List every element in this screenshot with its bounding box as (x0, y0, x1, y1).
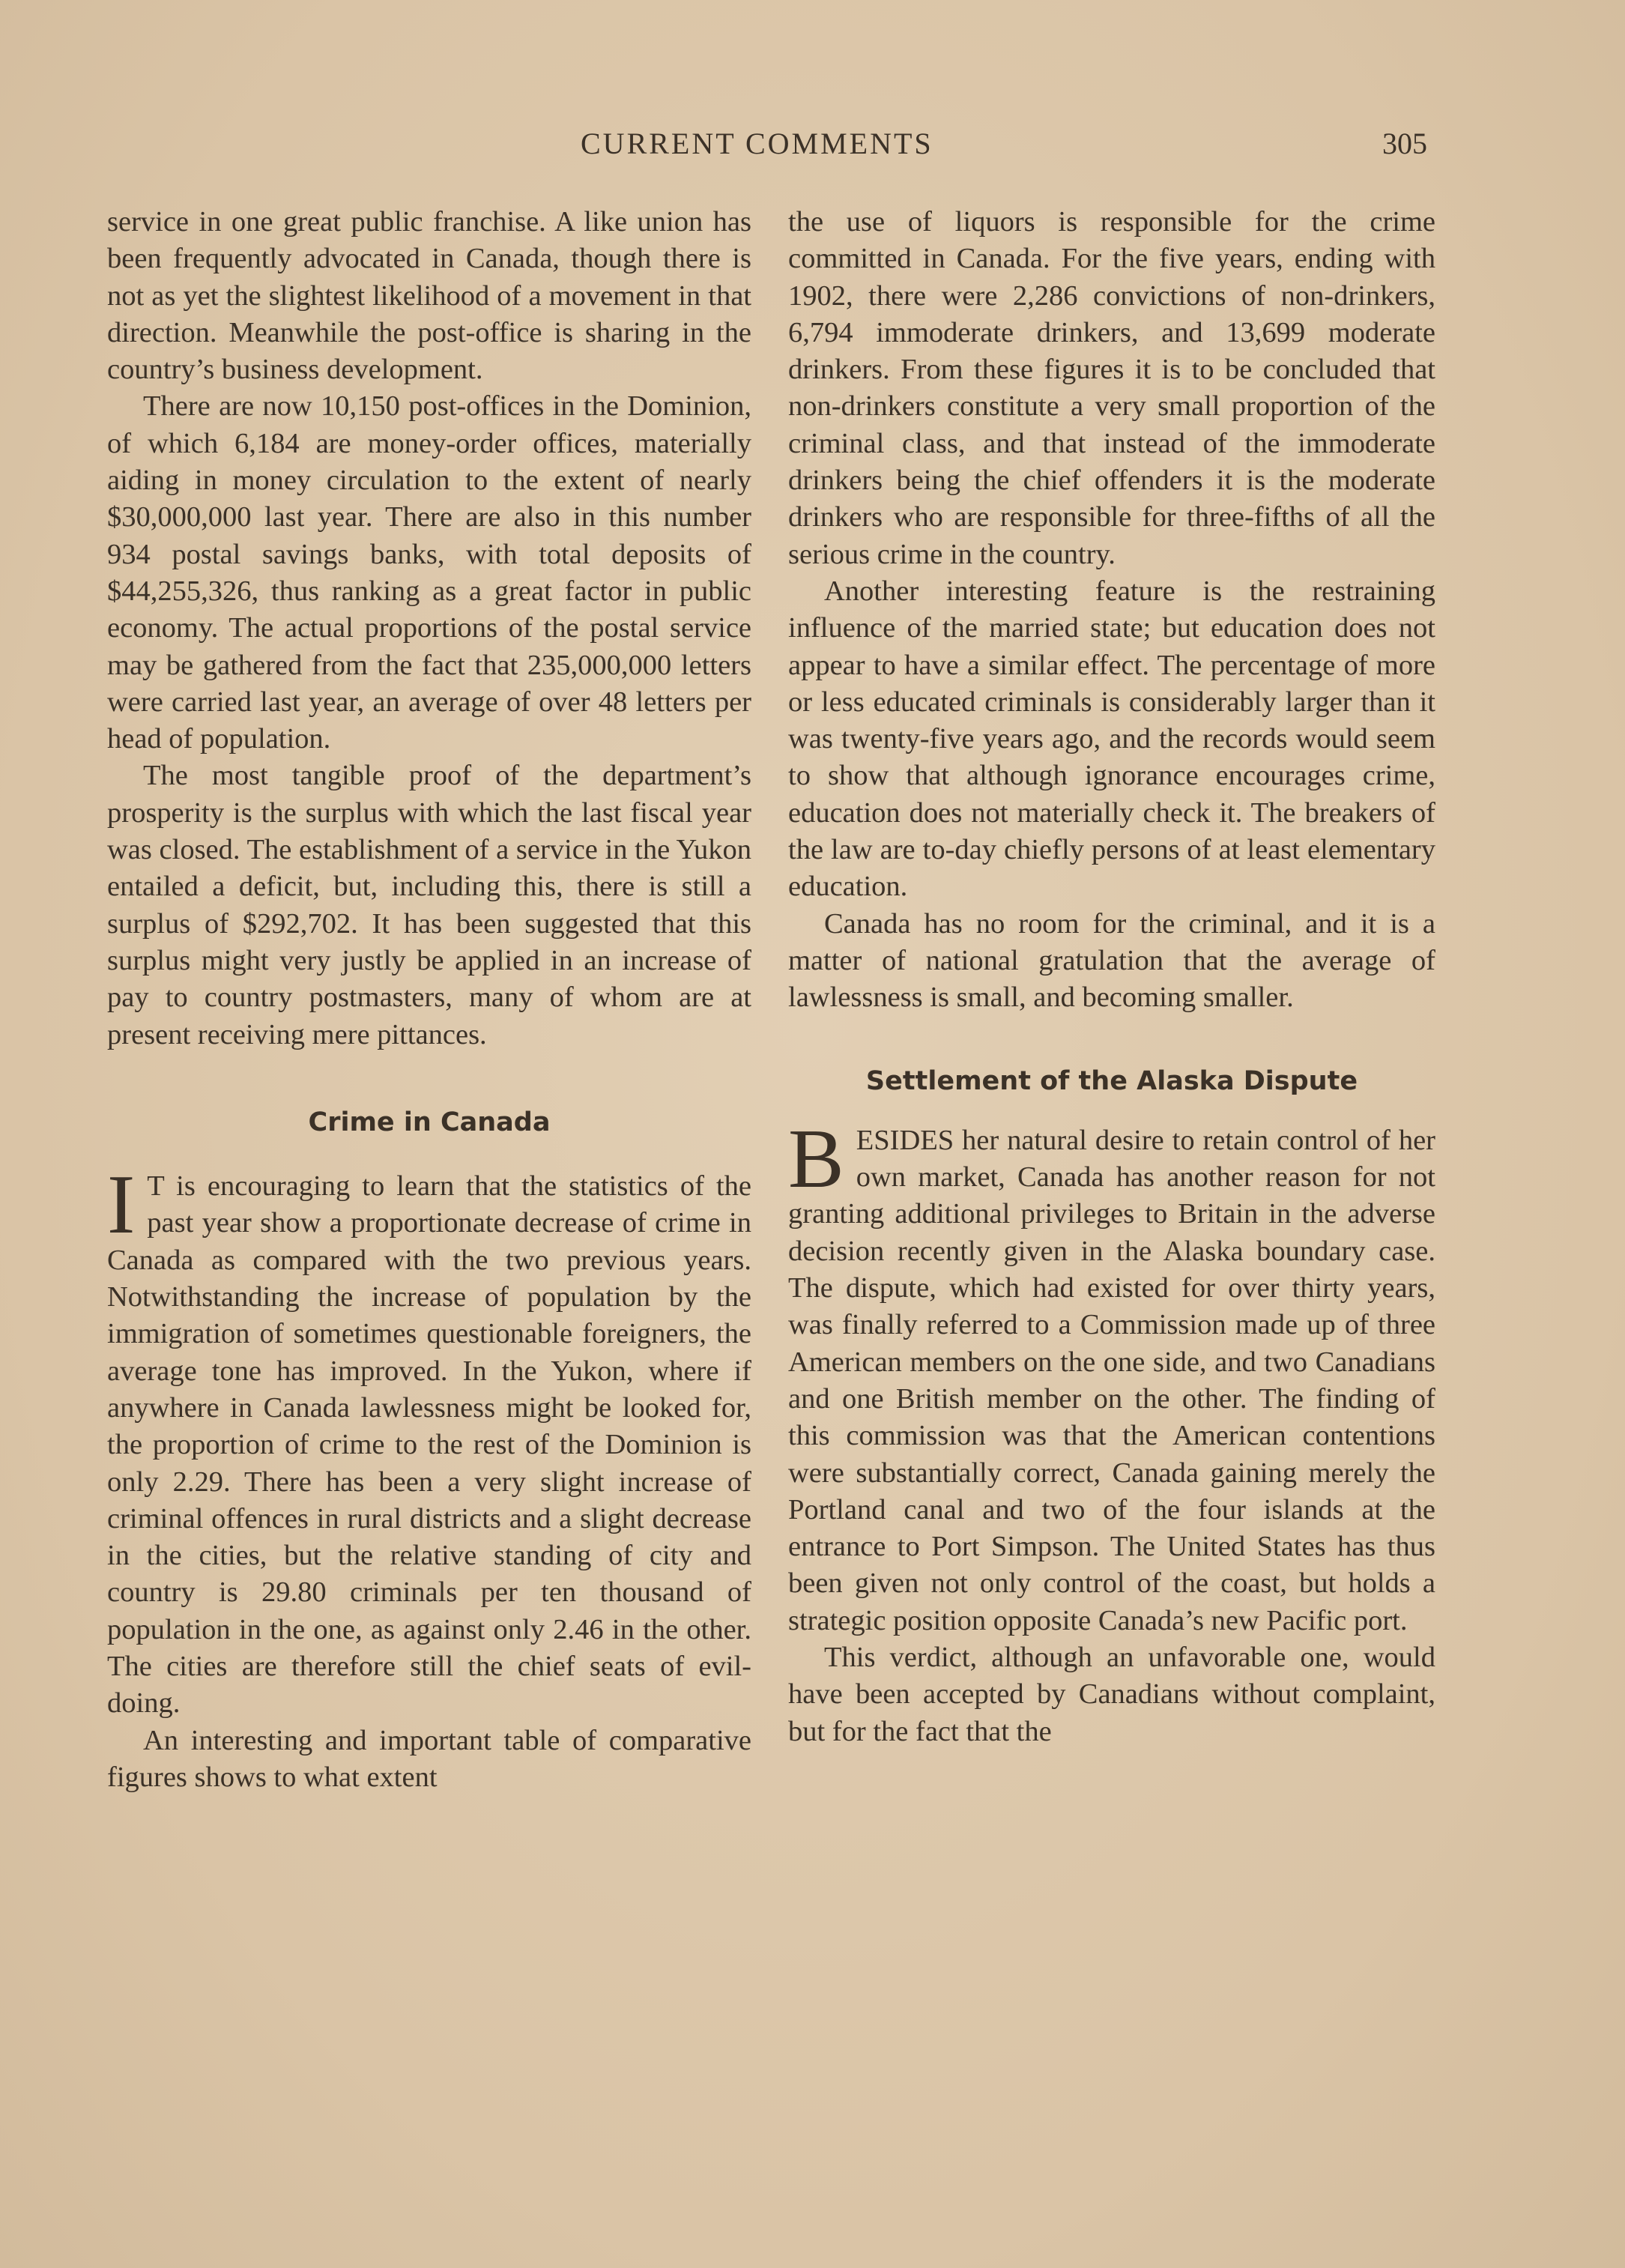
drop-cap: B (788, 1112, 844, 1206)
section-title-alaska: Settlement of the Alaska Dispute (865, 1065, 1358, 1096)
paragraph-crime-statistics-text: T is encouraging to learn that the statistics of the past year show a proportionate decrease of crime in Canada as compared with the two previous years. Notwithstanding the increase of population by the immigration of sometimes questionable foreigners, the average tone has improved. In the Yukon, where if anywhere in Canada lawlessness might be looked for, the proportion of crime to the rest of the Dominion is only 2.29. There has been a very slight increase of criminal offences in rural districts and a slight decrease in the cities, but the relative standing of city and country is 29.80 criminals per ten thousand of population in the one, as against only 2.46 in the other. The cities are therefore still the chief seats of evil-doing. (107, 1170, 751, 1720)
running-head (0, 126, 1625, 178)
paragraph-verdict: This verdict, although an unfavorable one, would have been accepted by Canadians without complaint, but for the fact that the (788, 1641, 1435, 1747)
left-column (107, 204, 751, 1796)
paragraph-alaska-boundary (788, 1112, 1435, 1639)
paragraph-post-offices: There are now 10,150 post-offices in the Dominion, of which 6,184 are money-order offices, materially aiding in money circulation to the extent of nearly $30,000,000 last year. There are also in this number 934 postal savings banks, with total deposits of $44,255,326, thus ranking as a great factor in public economy. The actual proportions of the postal service may be gathered from the fact that 235,000,000 letters were carried last year, an average of over 48 letters per head of population. (107, 390, 751, 755)
paragraph-liquor-crime: the use of liquors is responsible for the crime committed in Canada. For the five years, ending with 1902, there were 2,286 convictions of non-drinkers, 6,794 immoderate drinkers, and 13,699 moderate drinkers. From these figures it is to be concluded that non-drinkers constitute a very small proportion of the criminal class, and that instead of the immoderate drinkers being the chief offenders it is the moderate drinkers who are responsible for three-fifths of all the serious crime in the country. (788, 206, 1435, 570)
section-title-crime: Crime in Canada (308, 1107, 551, 1137)
paragraph-postal-union: service in one great public franchise. A like union has been frequently advocated in Canada, though there is not as yet the slightest likelihood of a movement in that direction. Meanwhile the post-office is sharing in the country’s business development. (107, 206, 751, 386)
paragraph-crime-statistics (107, 1158, 751, 1722)
section-spacer (788, 1017, 1435, 1063)
running-title: CURRENT COMMENTS (581, 127, 933, 160)
section-spacer (107, 1053, 751, 1104)
section-spacer (107, 1141, 751, 1168)
section-spacer (788, 1100, 1435, 1122)
paragraph-married-state: Another interesting feature is the restraining influence of the married state; but education does not appear to have a similar effect. The percentage of more or less educated criminals is considerably larger than it was twenty-five years ago, and the records would seem to show that although ignorance encourages crime, education does not materially check it. The breakers of the law are to-day chiefly persons of at least elementary education. (788, 575, 1435, 903)
page-number: 305 (1382, 127, 1427, 160)
paragraph-surplus: The most tangible proof of the department’s prosperity is the surplus with which the last fiscal year was closed. The establishment of a service in the Yukon entailed a deficit, but, including this, there is still a surplus of $292,702. It has been suggested that this surplus might very justly be applied in an increase of pay to country postmasters, many of whom are at present receiving mere pittances. (107, 760, 751, 1050)
paragraph-no-room: Canada has no room for the criminal, and it is a matter of national gratulation that the average of lawlessness is small, and becoming smaller. (788, 907, 1435, 1014)
right-column (788, 204, 1435, 1750)
paragraph-comparative-table: An interesting and important table of comparative figures shows to what extent (107, 1724, 751, 1793)
paragraph-alaska-boundary-text: ESIDES her natural desire to retain control of her own market, Canada has another reason for not granting additional privileges to Britain in the adverse decision recently given in the Alaska boundary case. The dispute, which had existed for over thirty years, was finally referred to a Commission made up of three American members on the one side, and two Canadians and one British member on the other. The finding of this commission was that the American contentions were substantially correct, Canada gaining merely the Portland canal and two of the four islands at the entrance to Port Simpson. The United States has thus been given not only control of the coast, but holds a strategic position opposite Canada’s new Pacific port. (788, 1124, 1435, 1636)
drop-cap: I (107, 1158, 136, 1252)
